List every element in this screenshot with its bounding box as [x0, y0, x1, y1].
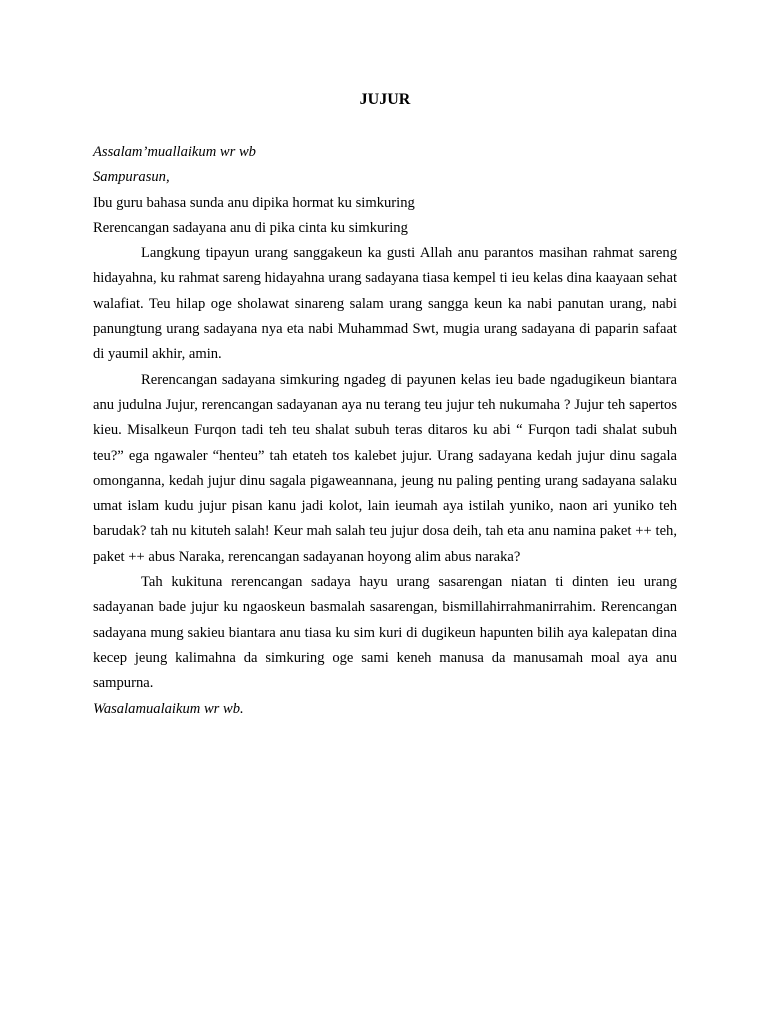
address-teacher-line: Ibu guru bahasa sunda anu dipika hormat ku simkuring — [93, 194, 415, 211]
document-title: JUJUR — [359, 91, 411, 108]
closing-salutation: Wasalamualaikum wr wb. — [93, 700, 244, 717]
document-body — [93, 88, 677, 722]
sampurasun-line: Sampurasun, — [93, 169, 170, 186]
greeting-line: Assalam’muallaikum wr wb — [93, 144, 256, 160]
paragraph-opening: Langkung tipayun urang sanggakeun ka gusti Allah anu parantos masihan rahmat sareng hidayahna, ku rahmat sareng hidayahna urang sadayana tiasa kempel ti ieu kelas dina kaayaan sehat walafiat. Teu hilap oge sholawat sinareng salam urang sangga keun ka nabi panutan urang, nabi panungtung urang sadayana nya eta nabi Muhammad Swt, mugia urang sadayana di paparin safaat di yaumil akhir, amin. — [93, 245, 677, 363]
paragraph-honesty: Rerencangan sadayana simkuring ngadeg di payunen kelas ieu bade ngadugikeun biantara anu judulna Jujur, rerencangan sadayanan aya nu terang teu jujur teh nukumaha ? Jujur teh sapertos kieu. Misalkeun Furqon tadi teh teu shalat subuh teras ditaros ku abi “ Furqon tadi shalat subuh teu?” ega ngawaler “henteu” tah etateh tos kalebet jujur. Urang sadayana kedah jujur dinu sagala omonganna, kedah jujur dinu sagala pigaweannana, jeung nu paling penting urang sadayana salaku umat islam kudu jujur pisan kanu jadi kolot, lain ieumah aya istilah yuniko, naon ari yuniko teh barudak? tah nu kituteh salah! Keur mah salah teu jujur dosa deih, tah eta anu namina paket ++ teh, paket ++ abus Naraka, rerencangan sadayanan hoyong alim abus naraka? — [93, 371, 677, 565]
paragraph-closing: Tah kukituna rerencangan sadaya hayu urang sasarengan niatan ti dinten ieu urang sadayanan bade jujur ku ngaoskeun basmalah sasarengan, bismillahirrahmanirrahim. Rerencangan sadayana mung sakieu biantara anu tiasa ku sim kuri di dugikeun hapunten bilih aya kalepatan dina kecep jeung kalimahna da simkuring oge sami keneh manusa da manusamah moal aya anu sampurna. — [93, 574, 677, 692]
address-friends-line: Rerencangan sadayana anu di pika cinta ku simkuring — [93, 219, 408, 236]
